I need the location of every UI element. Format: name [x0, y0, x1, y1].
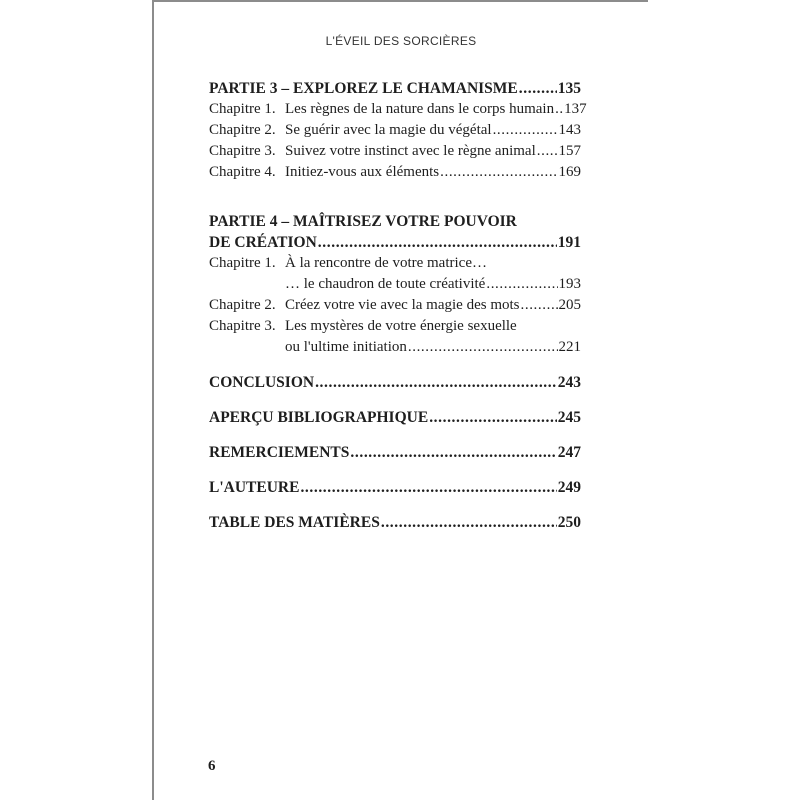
part-title: DE CRÉATION: [209, 234, 317, 251]
toc-section-bibliography[interactable]: [209, 407, 581, 428]
page-ref: 249: [557, 479, 581, 496]
dot-leader: [408, 337, 558, 358]
toc-chapter-line[interactable]: [209, 253, 581, 274]
table-of-contents: [209, 78, 587, 533]
chapter-number: Chapitre 3.: [209, 318, 276, 334]
chapter-number: Chapitre 2.: [209, 122, 276, 138]
dot-leader: [521, 295, 558, 316]
toc-chapter[interactable]: [209, 295, 581, 316]
toc-section-contents[interactable]: [209, 512, 581, 533]
part-title-line: PARTIE 4 – MAÎTRISEZ VOTRE POUVOIR: [209, 213, 517, 230]
chapter-title: Les mystères de votre énergie sexuelle: [285, 318, 517, 334]
page-ref: 221: [558, 339, 581, 355]
section-title: CONCLUSION: [209, 374, 315, 391]
page-ref: 191: [557, 234, 581, 251]
dot-leader: [555, 99, 563, 120]
toc-chapter[interactable]: [209, 120, 581, 141]
chapter-title: Se guérir avec la magie du végétal: [285, 122, 492, 138]
book-page: [152, 0, 648, 800]
dot-leader: [486, 274, 557, 295]
toc-section-author[interactable]: [209, 477, 581, 498]
page-ref: 243: [557, 374, 581, 391]
chapter-title: ou l'ultime initiation: [285, 339, 407, 355]
page-ref: 245: [557, 409, 581, 426]
toc-chapter-line[interactable]: [209, 316, 581, 337]
section-title: L'AUTEURE: [209, 479, 300, 496]
part-title: PARTIE 3 – EXPLOREZ LE CHAMANISME: [209, 80, 518, 97]
toc-chapter[interactable]: [209, 274, 581, 295]
section-title: APERÇU BIBLIOGRAPHIQUE: [209, 409, 429, 426]
toc-section-conclusion[interactable]: [209, 372, 581, 393]
dot-leader: [300, 477, 556, 498]
section-title: REMERCIEMENTS: [209, 444, 350, 461]
page-ref: 169: [558, 164, 581, 180]
dot-leader: [350, 442, 556, 463]
page-ref: 247: [557, 444, 581, 461]
chapter-number: Chapitre 1.: [209, 101, 276, 117]
running-head: L'ÉVEIL DES SORCIÈRES: [325, 34, 477, 48]
dot-leader: [493, 120, 558, 141]
chapter-number: Chapitre 3.: [209, 143, 276, 159]
chapter-number: Chapitre 4.: [209, 164, 276, 180]
dot-leader: [440, 162, 557, 183]
chapter-title: Créez votre vie avec la magie des mots: [285, 297, 520, 313]
page-ref: 157: [558, 143, 581, 159]
toc-part-3[interactable]: [209, 78, 581, 99]
dot-leader: [318, 232, 557, 253]
page-ref: 143: [558, 122, 581, 138]
toc-chapter[interactable]: [209, 337, 581, 358]
page-ref: 205: [558, 297, 581, 313]
toc-section-acknowledgements[interactable]: [209, 442, 581, 463]
chapter-title: Les règnes de la nature dans le corps humain: [285, 101, 555, 117]
toc-chapter[interactable]: [209, 141, 581, 162]
toc-chapter[interactable]: [209, 99, 587, 120]
chapter-number: Chapitre 1.: [209, 255, 276, 271]
page-ref: 137: [564, 101, 587, 117]
dot-leader: [537, 141, 558, 162]
page-number: 6: [208, 758, 216, 774]
chapter-title: À la rencontre de votre matrice…: [285, 255, 487, 271]
page-ref: 193: [558, 276, 581, 292]
section-title: TABLE DES MATIÈRES: [209, 514, 380, 531]
chapter-title: Suivez votre instinct avec le règne animal: [285, 143, 536, 159]
page-ref: 250: [557, 514, 581, 531]
chapter-number: Chapitre 2.: [209, 297, 276, 313]
page-ref: 135: [557, 80, 581, 97]
chapter-title: … le chaudron de toute créativité: [285, 276, 486, 292]
dot-leader: [315, 372, 557, 393]
chapter-title: Initiez-vous aux éléments: [285, 164, 440, 180]
dot-leader: [429, 407, 557, 428]
dot-leader: [381, 512, 557, 533]
toc-part-4[interactable]: [209, 232, 581, 253]
dot-leader: [519, 78, 557, 99]
toc-chapter[interactable]: [209, 162, 581, 183]
